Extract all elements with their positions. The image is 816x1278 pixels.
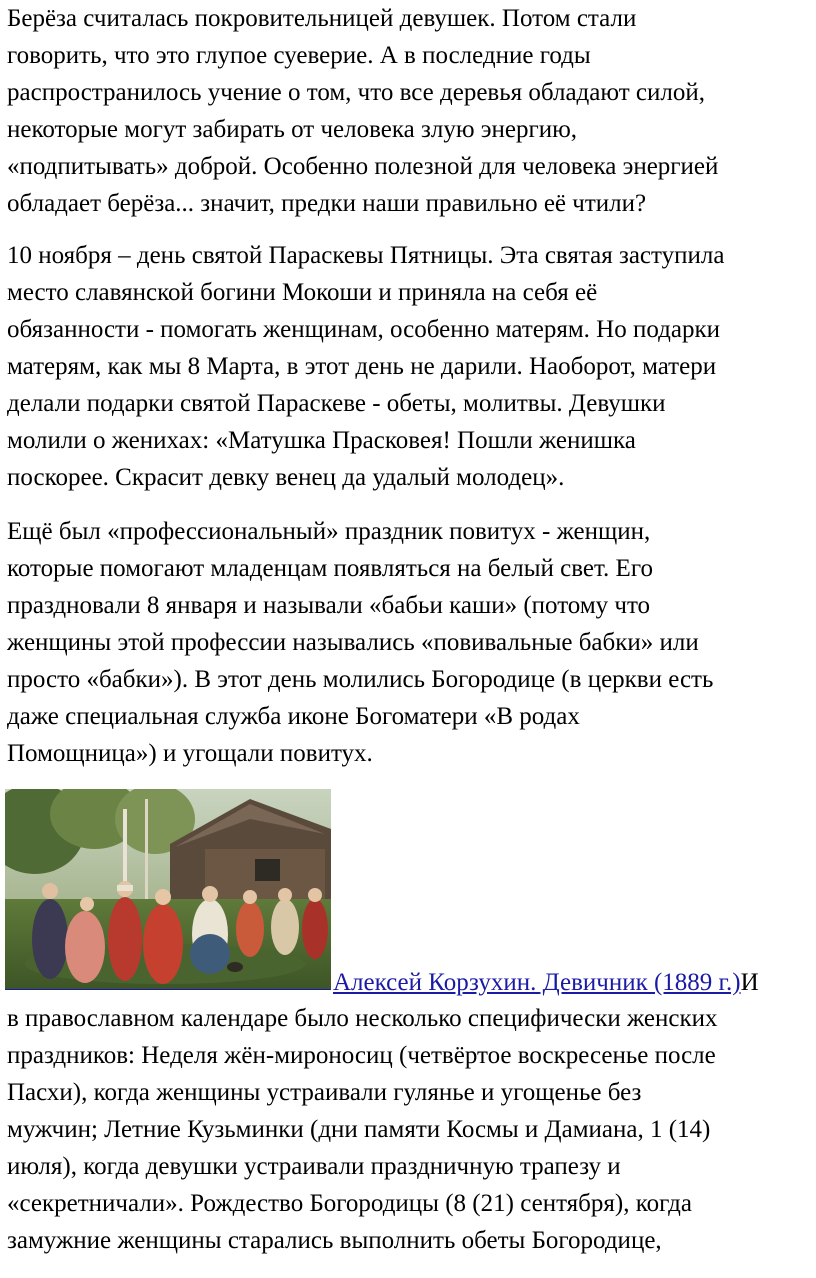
paragraph-birch — [7, 0, 812, 222]
text-line: которые помогают младенцам появляться на белый свет. Его — [7, 555, 653, 582]
text-line: мужчин; Летние Кузьминки (дни памяти Космы и Дамиана, 1 (14) — [7, 1116, 711, 1143]
text-line: 10 ноября – день святой Параскевы Пятницы. Эта святая заступила — [7, 242, 725, 269]
paragraph-orthodox-calendar — [7, 1000, 812, 1259]
text-line: место славянской богини Мокоши и приняла на себя её — [7, 279, 598, 306]
caption-continuation: И — [740, 969, 759, 996]
figure-caption — [333, 964, 759, 1001]
text-line: праздников: Неделя жён-мироносиц (четвёртое воскресенье после — [7, 1042, 716, 1069]
text-line: Пасхи), когда женщины устраивали гулянье и угощенье без — [7, 1079, 642, 1106]
text-line: женщины этой профессии назывались «повивальные бабки» или — [7, 629, 699, 656]
text-line: делали подарки святой Параскеве - обеты, молитвы. Девушки — [7, 390, 666, 417]
text-line: матерям, как мы 8 Марта, в этот день не дарили. Наоборот, матери — [7, 353, 717, 380]
painting-image[interactable] — [5, 789, 331, 989]
text-line: распространилось учение о том, что все деревья обладают силой, — [7, 79, 705, 106]
text-line: Ещё был «профессиональный» праздник повитух - женщин, — [7, 518, 651, 545]
caption-link[interactable]: Алексей Корзухин. Девичник (1889 г.) — [333, 969, 741, 996]
text-line: обладает берёза... значит, предки наши правильно её чтили? — [7, 190, 647, 217]
text-line: Помощница») и угощали повитух. — [7, 740, 373, 767]
text-line: обязанности - помогать женщинам, особенно матерям. Но подарки — [7, 316, 720, 343]
figure-row — [5, 789, 815, 999]
text-line: в православном календаре было несколько специфически женских — [7, 1005, 718, 1032]
text-line: просто «бабки»). В этот день молились Богородице (в церкви есть — [7, 666, 714, 693]
text-line: замужние женщины старались выполнить обеты Богородице, — [7, 1227, 662, 1254]
text-line: июля), когда девушки устраивали праздничную трапезу и — [7, 1153, 621, 1180]
text-line: некоторые могут забирать от человека злую энергию, — [7, 116, 578, 143]
text-line: даже специальная служба иконе Богоматери «В родах — [7, 703, 580, 730]
paragraph-paraskeva — [7, 237, 812, 496]
text-line: Берёза считалась покровительницей девушек. Потом стали — [7, 5, 637, 32]
text-line: молили о женихах: «Матушка Прасковея! Пошли женишка — [7, 427, 636, 454]
text-line: «подпитывать» доброй. Особенно полезной для человека энергией — [7, 153, 719, 180]
text-line: «секретничали». Рождество Богородицы (8 (21) сентября), когда — [7, 1190, 692, 1217]
text-line: поскорее. Скрасит девку венец да удалый молодец». — [7, 464, 565, 491]
text-line: говорить, что это глупое суеверие. А в последние годы — [7, 42, 591, 69]
image-link-underline — [5, 989, 331, 990]
text-line: праздновали 8 января и называли «бабьи каши» (потому что — [7, 592, 651, 619]
paragraph-midwives — [7, 513, 812, 772]
